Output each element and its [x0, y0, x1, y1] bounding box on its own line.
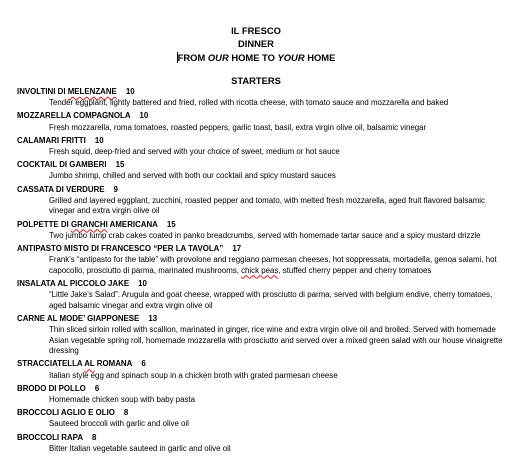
item-price: 6 — [141, 359, 146, 369]
item-heading — [17, 159, 507, 171]
item-price: 6 — [94, 383, 100, 393]
item-price: 10 — [125, 87, 135, 96]
tagline-emphasis: YOUR — [277, 52, 305, 63]
item-name: CALAMARI FRITTI — [17, 135, 86, 145]
restaurant-title: IL FRESCO — [231, 25, 281, 36]
item-name-spellcheck: AL — [84, 359, 95, 369]
item-heading — [17, 407, 507, 419]
menu-item — [17, 243, 507, 276]
item-heading — [17, 184, 507, 196]
item-name: ANTIPASTO MISTO DI FRANCESCO “PER LA TAVOLA” — [17, 243, 224, 253]
item-name: BROCCOLI AGLIO E OLIO — [17, 408, 115, 418]
item-heading — [17, 135, 507, 147]
item-price: 10 — [94, 135, 104, 145]
item-price: 8 — [92, 432, 97, 442]
item-description-part: , stuffed cherry pepper and cherry tomatoes — [278, 265, 432, 275]
item-name: ROMANA — [94, 359, 133, 369]
section-heading: STARTERS — [231, 75, 281, 86]
item-heading — [17, 383, 507, 395]
item-price: 17 — [232, 243, 242, 253]
menu-item — [17, 159, 507, 182]
item-name: BRODO DI POLLO — [17, 383, 86, 393]
item-name: BROCCOLI RAPA — [17, 432, 84, 442]
item-price: 13 — [148, 313, 158, 323]
menu-item — [17, 383, 507, 406]
item-description: Thin sliced sirloin rolled with scallion, marinated in ginger, rice wine and extra virgin olive oil and broiled. Served with homemade Asian vegetable spring roll, homemade mozzarella with prosciutto and served over a mixed green salad with our house vinaigrette dressing — [49, 325, 503, 356]
menu-item — [17, 313, 507, 357]
item-price: 10 — [138, 278, 147, 288]
item-name: CARNE AL MODE’ GIAPPONESE — [17, 313, 140, 323]
item-description: Sauteed broccoli with garlic and olive oil — [49, 419, 189, 429]
menu-list — [17, 86, 507, 456]
item-heading — [17, 432, 507, 444]
item-description: Homemade chicken soup with baby pasta — [49, 395, 196, 405]
menu-item — [17, 278, 507, 311]
item-heading — [17, 86, 507, 98]
item-name: COCKTAIL DI GAMBERI — [17, 160, 107, 170]
tagline-part: FROM — [177, 52, 208, 63]
item-name: CASSATA DI VERDURE — [17, 184, 105, 194]
item-name: STRACCIATELLA — [17, 359, 85, 369]
item-description: Fresh mozzarella, roma tomatoes, roasted peppers, garlic toast, basil, extra virgin olive oil, balsamic vinegar — [49, 122, 427, 132]
item-name: INVOLTINI DI — [17, 87, 68, 96]
tagline-part: HOME — [304, 52, 336, 63]
item-name: POLPETTE DI — [17, 219, 71, 229]
menu-item — [17, 407, 507, 430]
menu-item — [17, 432, 507, 455]
item-description-spellcheck: chick peas — [241, 265, 279, 275]
item-price: 15 — [166, 219, 176, 229]
menu-item — [17, 110, 507, 133]
item-description: Two jumbo lump crab cakes coated in panko breadcrumbs, served with homemade tartar sauce and a spicy mustard drizzle — [49, 230, 481, 240]
menu-item — [17, 358, 507, 381]
tagline-emphasis: OUR — [207, 52, 229, 63]
item-price: 15 — [115, 160, 125, 170]
tagline-part: HOME TO — [228, 52, 278, 63]
menu-item — [17, 219, 507, 242]
item-name: INSALATA AL PICCOLO JAKE — [17, 278, 130, 288]
item-description: “Little Jake’s Salad”. Arugula and goat cheese, wrapped with prosciutto di parma, served with belgium endive, cherry tomatoes, aged balsamic vinegar and extra virgin olive oil — [49, 290, 493, 310]
item-name-spellcheck: MELENZANE — [67, 87, 117, 96]
menu-item — [17, 184, 507, 217]
item-heading — [17, 219, 507, 231]
item-description: Grilled and layered eggplant, zucchini, roasted pepper and tomato, with melted fresh mozzarella, aged fruit flavored balsamic vinegar and extra virgin olive oil — [49, 195, 485, 216]
item-name: AMERICANA — [107, 219, 158, 229]
item-heading — [17, 313, 507, 325]
item-heading — [17, 110, 507, 122]
item-description: Bitter Italian vegetable sauteed in garlic and olive oil — [49, 443, 231, 453]
item-description: Fresh squid, deep-fried and served with your choice of sweet, medium or hot sauce — [49, 146, 340, 156]
tagline — [0, 51, 512, 65]
menu-subtitle: DINNER — [238, 38, 274, 49]
menu-item — [17, 135, 507, 158]
item-description: Tender eggplant, lightly battered and fried, rolled with ricotta cheese, with tomato sauce and mozzarella and baked — [49, 98, 449, 108]
item-description — [17, 255, 507, 276]
menu-item — [17, 86, 507, 109]
item-name-spellcheck: GRANCHI — [70, 219, 108, 229]
item-price: 10 — [139, 111, 149, 121]
item-description: Jumbo shrimp, chilled and served with both our cocktail and spicy mustard sauces — [49, 171, 336, 181]
item-price: 9 — [113, 184, 118, 194]
item-heading — [17, 358, 507, 370]
item-description-part: Frank’s “antipasto for the table” with provolone and reggiano parmesan cheeses, hot soppressata, mortadella, genoa salami, hot capocollo, prosciutto di parma, marinated mushrooms, — [49, 255, 497, 275]
item-description: Italian style egg and spinach soup in a chicken broth with grated parmesan cheese — [49, 370, 338, 380]
item-heading — [17, 278, 507, 290]
item-name: MOZZARELLA COMPAGNOLA — [17, 111, 131, 121]
item-price: 8 — [123, 408, 129, 418]
item-heading — [17, 243, 507, 255]
